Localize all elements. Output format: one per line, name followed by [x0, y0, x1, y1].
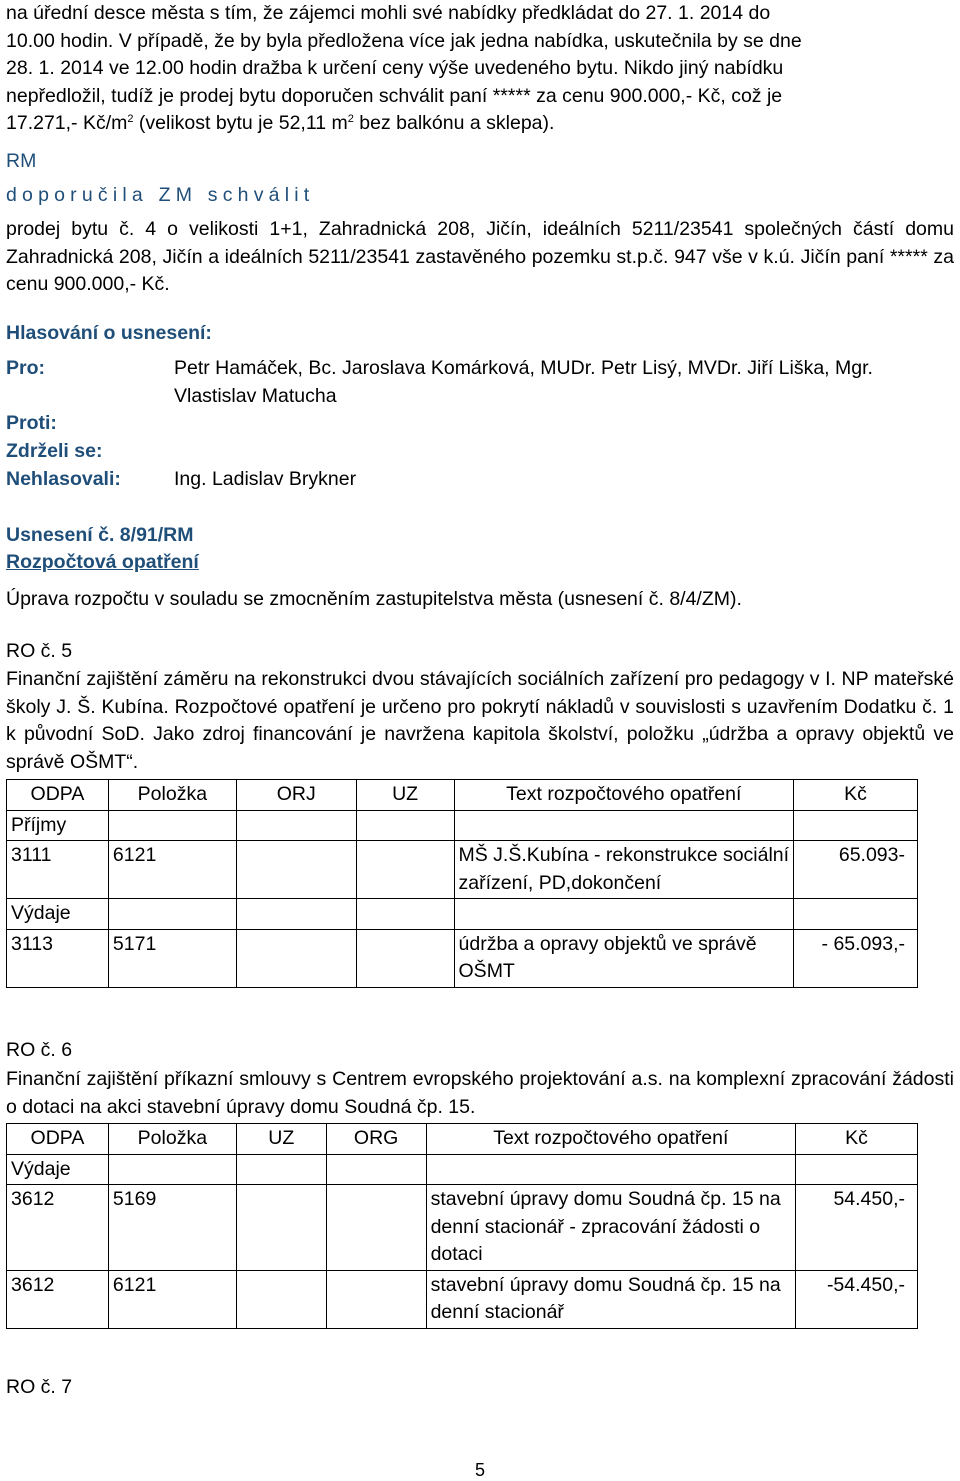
table-section-row — [7, 899, 918, 930]
superscript: 2 — [127, 113, 134, 125]
ro5-text: Finanční zajištění záměru na rekonstrukci dvou stávajících sociálních zařízení pro pedagogy v I. NP mateřské školy J. Š. Kubína. Rozpočtové opatření je určeno pro pokrytí nákladů v souvislosti s uzavřením Dodatku č. 1 k původní SoD. Jako zdroj financování je navržena kapitola školství, položku „údržba a opravy objektů ve správě OŠMT“. — [6, 668, 954, 773]
intro-line: nepředložil, tudíž je prodej bytu doporučen schválit paní ***** za cenu 900.000,- Kč, což je — [6, 84, 783, 107]
intro-line — [6, 110, 954, 138]
intro-text: (velikost bytu je 52,11 m — [133, 112, 348, 134]
col-header: Text rozpočtového opatření — [426, 1124, 795, 1155]
intro-line: na úřední desce města s tím, že zájemci mohli své nabídky předkládat do 27. 1. 2014 do — [6, 2, 771, 24]
col-header: ODPA — [7, 1124, 109, 1155]
vote-nehlasovali-label: Nehlasovali: — [6, 468, 121, 490]
table-row — [7, 929, 918, 987]
intro-paragraph — [6, 0, 954, 138]
section-label: Výdaje — [7, 899, 109, 930]
resolution-text: Úprava rozpočtu v souladu se zmocněním zastupitelstva města (usnesení č. 8/4/ZM). — [6, 588, 742, 610]
cell-polozka: 6121 — [108, 841, 236, 899]
cell-kc: -54.450,- — [796, 1270, 918, 1328]
cell-text: stavební úpravy domu Soudná čp. 15 na denní stacionář - zpracování žádosti o dotaci — [426, 1185, 795, 1271]
vote-pro-label: Pro: — [6, 357, 45, 379]
intro-text: bez balkónu a sklepa). — [353, 112, 555, 134]
superscript: 2 — [347, 113, 354, 125]
intro-text: 17.271,- Kč/m — [6, 112, 128, 134]
col-header: UZ — [356, 780, 454, 811]
table-row — [7, 1185, 918, 1271]
recommend-line: doporučila ZM schválit — [6, 184, 315, 206]
table-section-row — [7, 810, 918, 841]
sale-paragraph: prodej bytu č. 4 o velikosti 1+1, Zahradnická 208, Jičín, ideálních 5211/23541 společných částí domu Zahradnická 208, Jičín a ideálních 5211/23541 zastavěného pozemku st.p.č. 947 vše v k.ú. Jičín paní ***** za cenu 900.000,- Kč. — [6, 218, 954, 295]
voting-title: Hlasování o usnesení: — [6, 322, 212, 344]
resolution-number: Usnesení č. 8/91/RM — [6, 524, 194, 546]
vote-nehlasovali-value: Ing. Ladislav Brykner — [174, 468, 357, 490]
ro5-table — [6, 779, 918, 988]
col-header: Položka — [108, 1124, 236, 1155]
col-header: ODPA — [7, 780, 109, 811]
vote-proti-label: Proti: — [6, 412, 57, 434]
ro7-label: RO č. 7 — [6, 1376, 73, 1398]
cell-text: stavební úpravy domu Soudná čp. 15 na denní stacionář — [426, 1270, 795, 1328]
table-row — [7, 1270, 918, 1328]
ro6-table — [6, 1123, 918, 1329]
ro6-text: Finanční zajištění příkazní smlouvy s Centrem evropského projektování a.s. na komplexní zpracování žádosti o dotaci na akci stavební úpravy domu Soudná čp. 15. — [6, 1068, 954, 1118]
resolution-title: Rozpočtová opatření — [6, 551, 199, 573]
vote-pro-value: Petr Hamáček, Bc. Jaroslava Komárková, MUDr. Petr Lisý, MVDr. Jiří Liška, Mgr. Vlastislav Matucha — [174, 357, 873, 407]
cell-odpa: 3612 — [7, 1270, 109, 1328]
ro6-label: RO č. 6 — [6, 1039, 73, 1061]
page-number: 5 — [474, 1460, 485, 1480]
cell-kc: 65.093- — [794, 841, 918, 899]
section-label: Výdaje — [7, 1154, 109, 1185]
cell-text: údržba a opravy objektů ve správě OŠMT — [454, 929, 794, 987]
cell-kc: - 65.093,- — [794, 929, 918, 987]
col-header: ORG — [326, 1124, 426, 1155]
col-header: ORJ — [236, 780, 356, 811]
table-header-row — [7, 780, 918, 811]
cell-odpa: 3612 — [7, 1185, 109, 1271]
cell-text: MŠ J.Š.Kubína - rekonstrukce sociální zařízení, PD,dokončení — [454, 841, 794, 899]
col-header: Položka — [108, 780, 236, 811]
cell-polozka: 5169 — [108, 1185, 236, 1271]
cell-odpa: 3113 — [7, 929, 109, 987]
table-row — [7, 841, 918, 899]
col-header: Text rozpočtového opatření — [454, 780, 794, 811]
cell-polozka: 5171 — [108, 929, 236, 987]
vote-zdrzeli-label: Zdrželi se: — [6, 440, 103, 462]
col-header: Kč — [794, 780, 918, 811]
col-header: UZ — [236, 1124, 326, 1155]
rm-label: RM — [6, 150, 37, 172]
intro-line: 10.00 hodin. V případě, že by byla předložena více jak jedna nabídka, uskutečnila by se dne — [6, 29, 802, 52]
cell-kc: 54.450,- — [796, 1185, 918, 1271]
intro-line: 28. 1. 2014 ve 12.00 hodin dražba k určení ceny výše uvedeného bytu. Nikdo jiný nabídku — [6, 57, 784, 79]
cell-polozka: 6121 — [108, 1270, 236, 1328]
table-section-row — [7, 1154, 918, 1185]
section-label: Příjmy — [7, 810, 109, 841]
ro5-label: RO č. 5 — [6, 640, 73, 662]
col-header: Kč — [796, 1124, 918, 1155]
cell-odpa: 3111 — [7, 841, 109, 899]
table-header-row — [7, 1124, 918, 1155]
